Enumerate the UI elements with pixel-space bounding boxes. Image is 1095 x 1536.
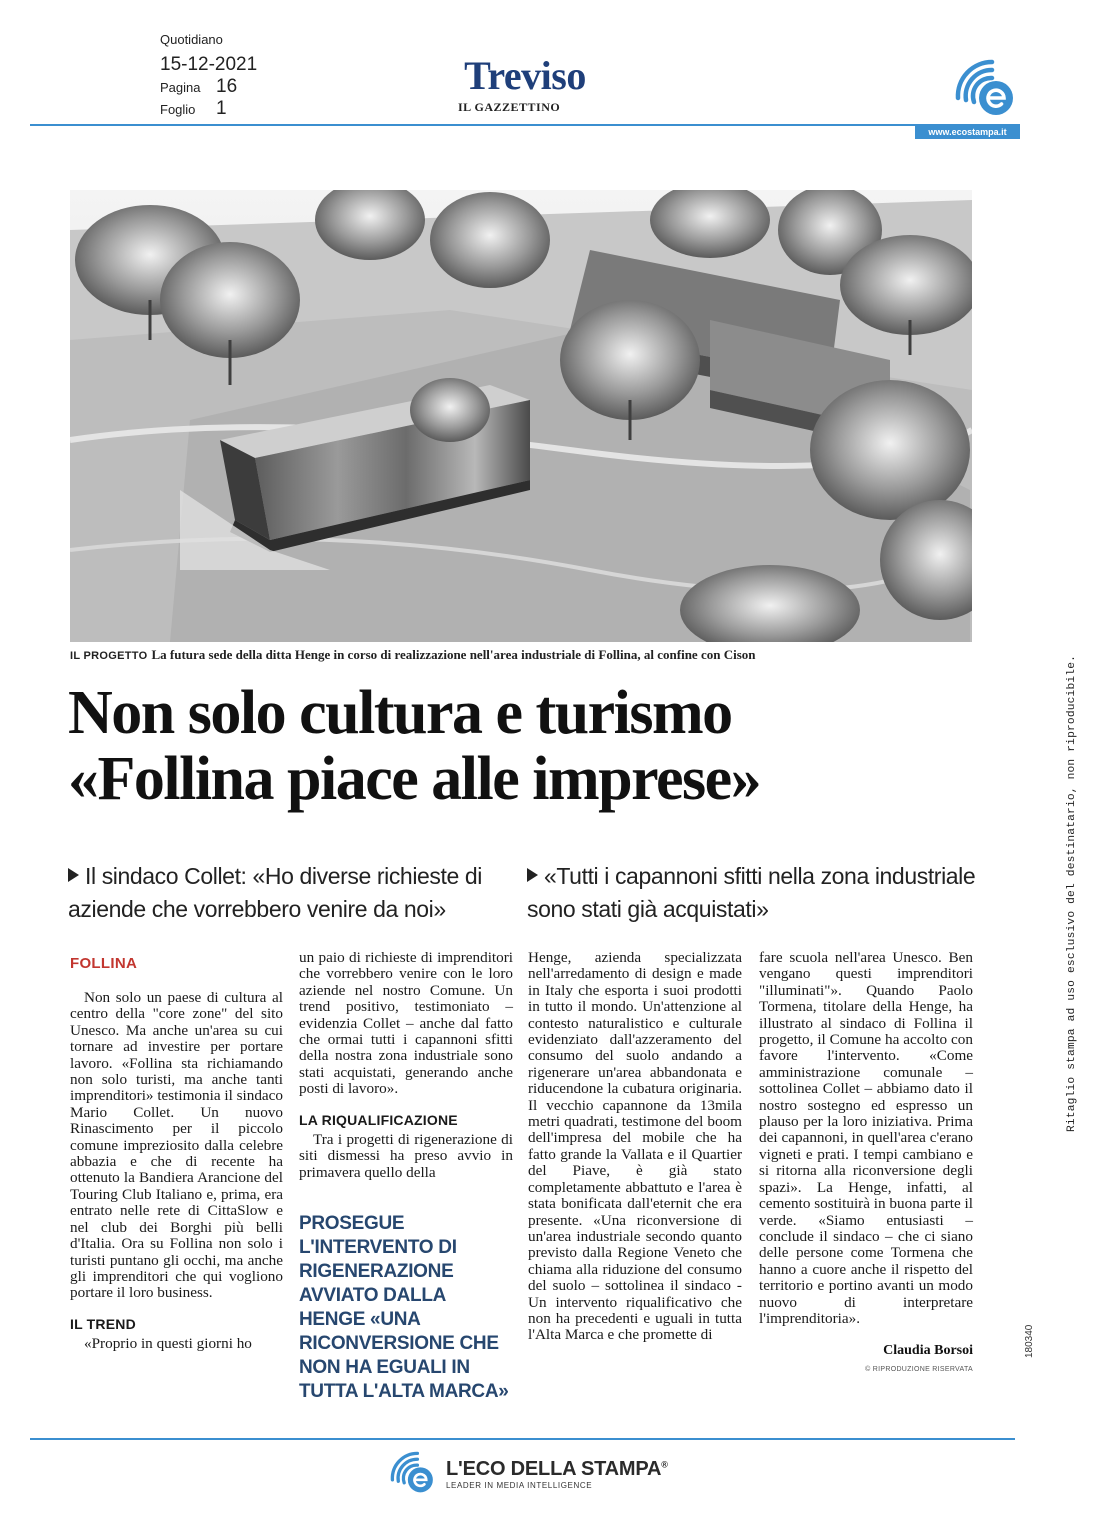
publication-meta — [160, 32, 257, 120]
subhead-left-text: Il sindaco Collet: «Ho diverse richieste di aziende che vorrebbero venire da noi» — [68, 863, 482, 922]
paragraph: fare scuola nell'area Unesco. Ben vengano questi imprenditori "illuminati"». Quando Paolo Tormena, titolare della Henge, ha illustrato al sindaco di Follina il progetto, il Comune ha accolto con favore l'intervento. «Come amministrazione comunale – sottolinea Collet – abbiamo dato il nostro sostegno ed espresso un plauso per la loro iniziativa. Prima dei capannoni, in quell'area c'erano vigneti e prati. I tempi cambiano e si ritorna alla riconversione degli spazi». La Henge, infatti, al cemento sostituirà in buona parte il verde. «Siamo entusiasti – conclude il sindaco – che ci siano delle persone come Tormena che hanno a cuore anche il rispetto del territorio e portino avanti un modo nuovo di interpretare l'imprenditoria». — [759, 949, 973, 1327]
vertical-notice-text: Ritaglio stampa ad uso esclusivo del destinatario, non riproducibile. — [1066, 654, 1078, 1132]
source-url[interactable]: www.ecostampa.it — [915, 126, 1020, 139]
headline-line-2: «Follina piace alle imprese» — [68, 745, 761, 813]
registered-mark: ® — [661, 1459, 668, 1470]
footer-brand — [446, 1458, 668, 1481]
photo-caption — [70, 647, 980, 663]
caption-kicker: IL PROGETTO — [70, 650, 148, 662]
caption-text: La futura sede della ditta Henge in corso di realizzazione nell'area industriale di Follina, al confine con Cison — [151, 647, 756, 662]
masthead — [440, 53, 610, 115]
page-number: 16 — [216, 76, 238, 97]
author-byline: Claudia Borsoi — [883, 1343, 973, 1358]
page-label: Pagina — [160, 80, 201, 95]
clipping-code-text: 180340 — [1024, 1324, 1035, 1358]
section-label: IL TREND — [70, 1315, 136, 1332]
sheet-label: Foglio — [160, 102, 196, 117]
paragraph: Non solo un paese di cultura al centro della "core zone" del sito Unesco. Ma anche un'area su cui tornare ad investire per portare lavoro. «Follina sta richiamando non solo turisti, ma anche tanti imprenditori» testimonia il sindaco Mario Collet. Un nuovo Rinascimento per il piccolo comune impreziosito dalla celebre abbazia e che di recente ha ottenuto la Bandiera Arancione del Touring Club Italiano e, prima, era entrato nelle rete di CittaSlow e nel club dei Borghi più belli d'Italia. Ora su Follina non solo i turisti puntano gli occhi, ma anche gli imprenditori che qui vogliono portare il loro business. — [70, 989, 284, 1302]
header-rule — [30, 124, 1020, 126]
masthead-title: Treviso — [464, 53, 586, 98]
article-column-3 — [528, 950, 742, 1344]
project-rendering-photo — [70, 190, 972, 642]
ecostampa-logo-icon — [952, 52, 1020, 120]
subhead-right — [527, 860, 997, 926]
triangle-bullet-icon — [68, 868, 79, 882]
footer-rule — [30, 1438, 1015, 1440]
triangle-bullet-icon — [527, 868, 538, 882]
rights-notice: © RIPRODUZIONE RISERVATA — [865, 1366, 973, 1373]
ecostampa-logo-icon — [388, 1446, 438, 1496]
headline-line-1: Non solo cultura e turismo — [68, 679, 732, 747]
article-column-1 — [70, 990, 283, 1353]
paragraph: un paio di richieste di imprenditori che vorrebbero venire con le loro aziende nel nostro Comune. Un trend positivo, testimoniato – evidenzia Collet – anche dal fatto che ormai tutti i capannoni sfitti della nostra zona industriale sono stati acquistati, generando anche posti di lavoro». — [299, 949, 513, 1098]
pull-quote: PROSEGUE L'INTERVENTO DI RIGENERAZIONE AVVIATO DALLA HENGE «UNA RICONVERSIONE CHE NON HA EGUALI IN TUTTA L'ALTA MARCA» — [299, 1213, 509, 1402]
paragraph: Henge, azienda specializzata nell'arredamento di design e made in Italy che esporta i suoi prodotti in tutto il mondo. Un'attenzione al contesto naturalistico e culturale evidenziato dall'azzeramento del consumo del suolo andando a rigenerare un'area abbandonata e riducendone la cubatura originaria. Il vecchio capannone da 13mila metri quadrati, testimone del boom dell'impresa del mobile che ha fatto grande la Vallata e il Quartier del Piave, è già stato completamente abbattuto e l'area è stata bonificata dall'eternit che era presente. «Una riconversione di un'area industriale secondo quanto previsto dalla Regione Veneto che chiama alla riduzione del consumo del suolo – sottolinea il sindaco - Un intervento riqualificativo che non ha precedenti e uguali in tutta l'Alta Marca e che promette di — [528, 949, 742, 1344]
publication-type: Quotidiano — [160, 32, 223, 47]
paragraph: Tra i progetti di rigenerazione di siti dismessi ha preso avvio in primavera quello della — [299, 1131, 513, 1181]
subhead-right-text: «Tutti i capannoni sfitti nella zona industriale sono stati già acquistati» — [527, 863, 976, 922]
locality-label: FOLLINA — [70, 955, 138, 972]
subhead-left — [68, 860, 528, 926]
masthead-subtitle: IL GAZZETTINO — [458, 100, 561, 114]
publication-date: 15-12-2021 — [160, 54, 258, 75]
section-label: LA RIQUALIFICAZIONE — [299, 1111, 458, 1128]
footer-tagline: LEADER IN MEDIA INTELLIGENCE — [446, 1481, 593, 1490]
article-column-2 — [299, 950, 513, 1181]
sheet-number: 1 — [216, 98, 227, 119]
paragraph: «Proprio in questi giorni ho — [84, 1335, 252, 1353]
clipping-code — [1012, 1298, 1035, 1358]
vertical-notice — [1050, 492, 1078, 1132]
article-column-4 — [759, 950, 973, 1327]
footer-brand-name: L'ECO DELLA STAMPA — [446, 1458, 662, 1480]
headline — [68, 680, 1008, 812]
